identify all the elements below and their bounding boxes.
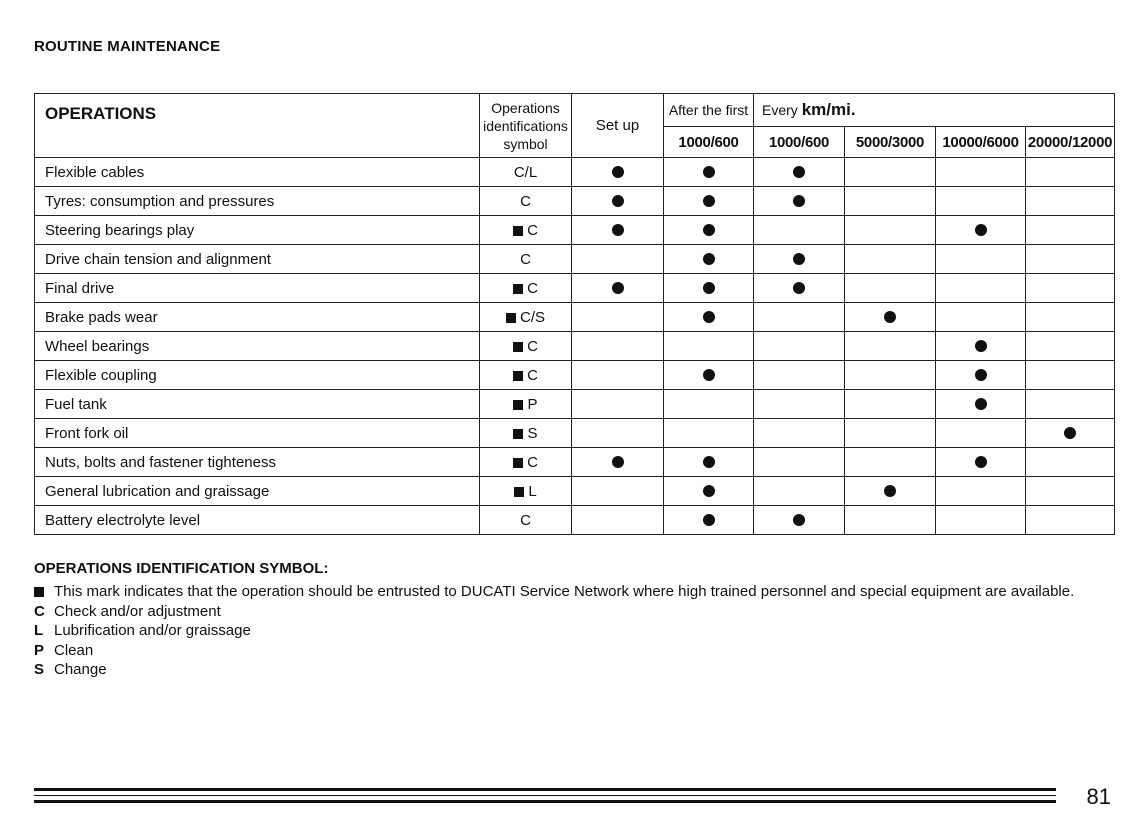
page-title: ROUTINE MAINTENANCE <box>34 38 221 55</box>
operation-name: Steering bearings play <box>35 216 480 245</box>
operation-name: Flexible cables <box>35 158 480 187</box>
scheduled-dot-icon <box>612 456 624 468</box>
interval-cell <box>1026 448 1115 477</box>
interval-cell <box>1026 303 1115 332</box>
scheduled-dot-icon <box>975 456 987 468</box>
footer-rule <box>34 788 1056 791</box>
interval-cell <box>572 361 664 390</box>
interval-cell <box>664 216 754 245</box>
interval-cell <box>664 477 754 506</box>
operation-name: Front fork oil <box>35 419 480 448</box>
scheduled-dot-icon <box>884 485 896 497</box>
interval-cell <box>936 303 1026 332</box>
operation-code: C <box>527 453 538 471</box>
operation-code: C <box>520 192 531 210</box>
operation-name: Final drive <box>35 274 480 303</box>
page-number: 81 <box>1086 784 1111 809</box>
interval-cell <box>754 216 845 245</box>
operation-code: C <box>527 221 538 239</box>
table-row <box>35 216 1115 245</box>
table-row <box>35 361 1115 390</box>
scheduled-dot-icon <box>793 282 805 294</box>
maintenance-table <box>34 93 1115 535</box>
scheduled-dot-icon <box>793 514 805 526</box>
interval-cell <box>664 390 754 419</box>
scheduled-dot-icon <box>612 224 624 236</box>
interval-cell <box>845 274 936 303</box>
interval-cell <box>664 303 754 332</box>
table-row <box>35 303 1115 332</box>
service-square-icon <box>513 342 523 352</box>
interval-cell <box>572 390 664 419</box>
service-square-icon <box>513 429 523 439</box>
interval-cell <box>936 390 1026 419</box>
legend-item: S Change <box>34 661 107 678</box>
scheduled-dot-icon <box>884 311 896 323</box>
legend-item: P Clean <box>34 641 94 659</box>
interval-cell <box>845 187 936 216</box>
interval-cell <box>845 245 936 274</box>
operation-name: Fuel tank <box>35 390 480 419</box>
legend-item: This mark indicates that the operation should be entrusted to DUCATI Service Network where high trained personnel and special equipment are available. <box>34 582 1074 602</box>
interval-cell <box>754 390 845 419</box>
scheduled-dot-icon <box>1064 427 1076 439</box>
interval-cell <box>754 332 845 361</box>
ident-symbol-header: Operations identifications symbol <box>480 94 572 158</box>
interval-cell <box>1026 274 1115 303</box>
interval-cell <box>1026 187 1115 216</box>
interval-cell <box>664 245 754 274</box>
service-square-icon <box>513 371 523 381</box>
operation-symbol <box>480 419 572 448</box>
interval-cell <box>936 361 1026 390</box>
legend-list <box>34 582 1074 680</box>
operation-symbol <box>480 216 572 245</box>
table-row <box>35 448 1115 477</box>
interval-header: 10000/6000 <box>936 127 1026 158</box>
scheduled-dot-icon <box>793 166 805 178</box>
scheduled-dot-icon <box>975 340 987 352</box>
operation-code: P <box>527 395 538 413</box>
interval-cell <box>1026 245 1115 274</box>
interval-cell <box>754 361 845 390</box>
operation-symbol <box>480 361 572 390</box>
interval-cell <box>664 506 754 535</box>
interval-cell <box>754 419 845 448</box>
operation-code: C <box>527 366 538 384</box>
operation-code: C/L <box>513 163 538 181</box>
scheduled-dot-icon <box>703 195 715 207</box>
interval-cell <box>572 477 664 506</box>
operation-code: L <box>528 482 537 500</box>
footer-rule <box>34 795 1056 796</box>
table-row <box>35 274 1115 303</box>
table-row <box>35 187 1115 216</box>
interval-cell <box>1026 361 1115 390</box>
operation-code: C <box>520 250 531 268</box>
interval-cell <box>754 448 845 477</box>
interval-cell <box>572 216 664 245</box>
interval-cell <box>572 274 664 303</box>
interval-header: 20000/12000 <box>1026 127 1115 158</box>
legend-item: L Lubrification and/or graissage <box>34 622 251 639</box>
operation-symbol <box>480 245 572 274</box>
interval-cell <box>754 477 845 506</box>
interval-cell <box>754 274 845 303</box>
operation-name: Battery electrolyte level <box>35 506 480 535</box>
interval-cell <box>936 477 1026 506</box>
scheduled-dot-icon <box>612 195 624 207</box>
scheduled-dot-icon <box>703 253 715 265</box>
operation-name: Nuts, bolts and fastener tighteness <box>35 448 480 477</box>
every-header: Every km/mi. <box>754 94 1115 127</box>
interval-cell <box>754 506 845 535</box>
operation-symbol <box>480 332 572 361</box>
scheduled-dot-icon <box>793 195 805 207</box>
table-row <box>35 506 1115 535</box>
interval-cell <box>936 274 1026 303</box>
service-square-icon <box>513 284 523 294</box>
service-square-icon <box>506 313 516 323</box>
interval-cell <box>754 245 845 274</box>
interval-header: 1000/600 <box>664 127 754 158</box>
scheduled-dot-icon <box>703 166 715 178</box>
interval-header: 1000/600 <box>754 127 845 158</box>
interval-cell <box>845 158 936 187</box>
service-square-icon <box>513 400 523 410</box>
service-square-icon <box>514 487 524 497</box>
operation-symbol <box>480 506 572 535</box>
interval-cell <box>1026 390 1115 419</box>
interval-cell <box>936 245 1026 274</box>
interval-cell <box>664 158 754 187</box>
interval-cell <box>664 332 754 361</box>
scheduled-dot-icon <box>703 456 715 468</box>
scheduled-dot-icon <box>703 282 715 294</box>
interval-cell <box>845 419 936 448</box>
scheduled-dot-icon <box>703 514 715 526</box>
interval-cell <box>664 187 754 216</box>
footer-rule <box>34 800 1056 803</box>
interval-cell <box>1026 216 1115 245</box>
operation-code: C <box>527 279 538 297</box>
interval-cell <box>572 448 664 477</box>
interval-cell <box>572 187 664 216</box>
table-row <box>35 477 1115 506</box>
table-row <box>35 158 1115 187</box>
interval-cell <box>936 332 1026 361</box>
scheduled-dot-icon <box>703 485 715 497</box>
operation-code: C/S <box>519 308 545 326</box>
operation-name: Brake pads wear <box>35 303 480 332</box>
interval-cell <box>664 361 754 390</box>
operation-symbol <box>480 158 572 187</box>
interval-cell <box>572 245 664 274</box>
operation-symbol <box>480 274 572 303</box>
interval-cell <box>572 303 664 332</box>
interval-cell <box>572 158 664 187</box>
legend-title: OPERATIONS IDENTIFICATION SYMBOL: <box>34 560 329 577</box>
operation-symbol <box>480 390 572 419</box>
table-body <box>35 158 1115 535</box>
interval-cell <box>845 448 936 477</box>
interval-cell <box>664 274 754 303</box>
interval-cell <box>845 361 936 390</box>
table-row <box>35 332 1115 361</box>
interval-cell <box>1026 332 1115 361</box>
interval-cell <box>845 390 936 419</box>
service-square-icon <box>513 458 523 468</box>
operation-name: Drive chain tension and alignment <box>35 245 480 274</box>
interval-cell <box>845 477 936 506</box>
interval-cell <box>936 216 1026 245</box>
interval-cell <box>936 419 1026 448</box>
service-square-icon <box>513 226 523 236</box>
interval-cell <box>845 506 936 535</box>
scheduled-dot-icon <box>703 311 715 323</box>
operation-name: Flexible coupling <box>35 361 480 390</box>
interval-cell <box>845 303 936 332</box>
operation-code: C <box>520 511 531 529</box>
operation-symbol <box>480 187 572 216</box>
operation-name: Tyres: consumption and pressures <box>35 187 480 216</box>
interval-cell <box>845 216 936 245</box>
interval-cell <box>1026 419 1115 448</box>
interval-cell <box>572 332 664 361</box>
scheduled-dot-icon <box>793 253 805 265</box>
operations-header: OPERATIONS <box>35 94 480 158</box>
table-row <box>35 419 1115 448</box>
scheduled-dot-icon <box>975 398 987 410</box>
interval-cell <box>936 158 1026 187</box>
interval-cell <box>1026 477 1115 506</box>
legend-item: C Check and/or adjustment <box>34 602 221 620</box>
operation-code: S <box>527 424 538 442</box>
scheduled-dot-icon <box>975 369 987 381</box>
interval-cell <box>936 187 1026 216</box>
interval-cell <box>572 419 664 448</box>
operation-symbol <box>480 477 572 506</box>
table-row <box>35 245 1115 274</box>
interval-cell <box>936 506 1026 535</box>
scheduled-dot-icon <box>612 166 624 178</box>
after-first-header: After the first <box>664 94 754 127</box>
interval-header: 5000/3000 <box>845 127 936 158</box>
interval-cell <box>845 332 936 361</box>
interval-cell <box>664 419 754 448</box>
operation-code: C <box>527 337 538 355</box>
operation-symbol <box>480 303 572 332</box>
interval-cell <box>754 303 845 332</box>
interval-cell <box>754 187 845 216</box>
setup-header: Set up <box>572 94 664 158</box>
scheduled-dot-icon <box>703 224 715 236</box>
operation-name: Wheel bearings <box>35 332 480 361</box>
scheduled-dot-icon <box>975 224 987 236</box>
scheduled-dot-icon <box>703 369 715 381</box>
interval-cell <box>1026 158 1115 187</box>
operation-name: General lubrication and graissage <box>35 477 480 506</box>
interval-cell <box>572 506 664 535</box>
operation-symbol <box>480 448 572 477</box>
interval-cell <box>754 158 845 187</box>
scheduled-dot-icon <box>612 282 624 294</box>
interval-cell <box>1026 506 1115 535</box>
table-row <box>35 390 1115 419</box>
interval-cell <box>936 448 1026 477</box>
service-square-icon <box>34 587 44 597</box>
interval-cell <box>664 448 754 477</box>
